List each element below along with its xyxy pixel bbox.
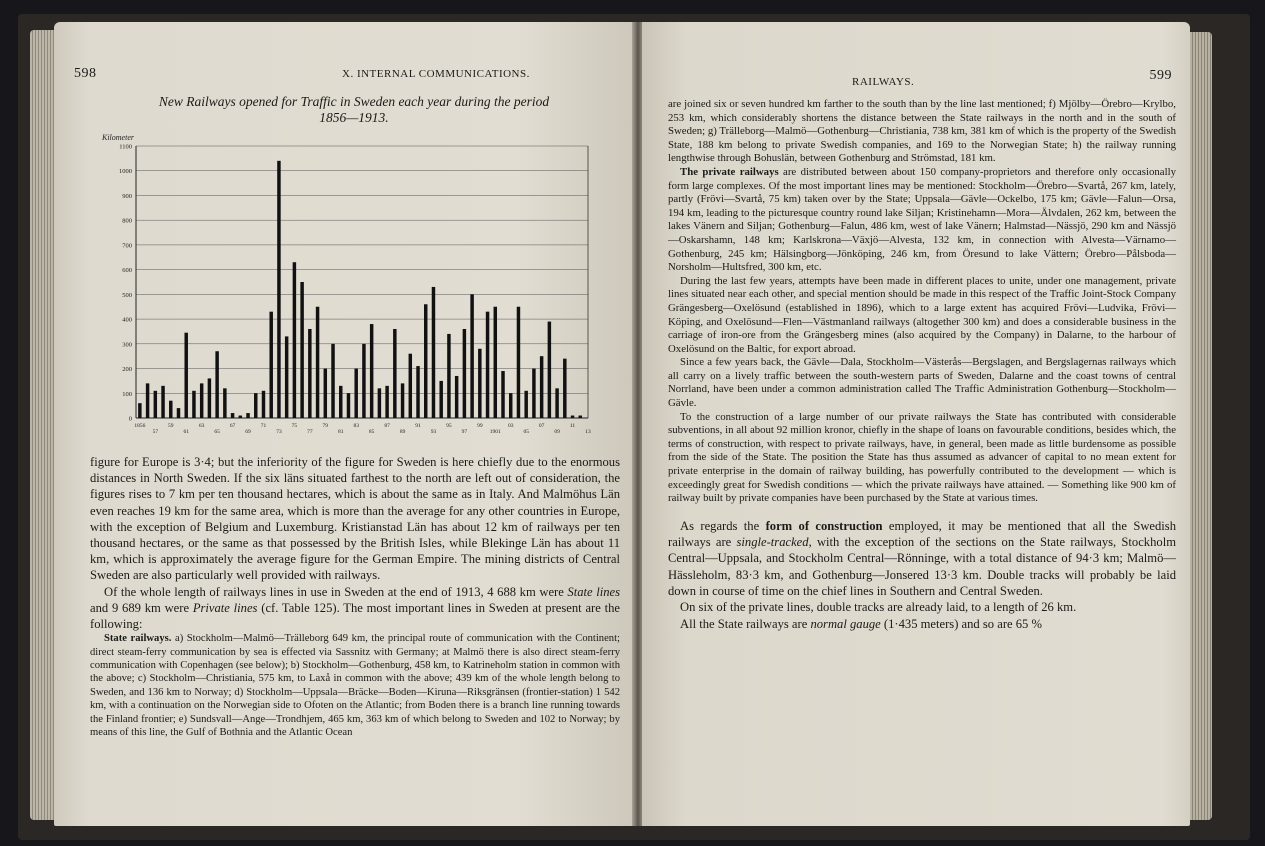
paragraph-continued: figure for Europe is 3·4; but the inferiority of the figure for Sweden is here chiefly due to the enormous distances in North Sweden. If the six läns situated farthest to the north are left out of consideration, the figures rises to 7 km per ten thousand hectares, which is about the same as in Italy. And Malmöhus Län even reaches 19 km for the same area, which is more than the average for any other countries in Europe, with the exception of Belgium and Luxemburg. Kristianstad Län has about 12 km of railways per ten thousand hectares, or the same as that possessed by the British Isles, while Blekinge Län has about 11 km, which is approximately the average figure for the German Empire. The mining districts of Central Sweden are also particularly well provided with railways.: [90, 455, 620, 583]
bar-1909: [548, 322, 551, 418]
bar-1866: [215, 351, 218, 418]
bar-1867: [223, 388, 226, 418]
bar-1903: [501, 371, 504, 418]
private-railways-heading: The private railways: [680, 165, 779, 178]
bar-1878: [308, 329, 311, 418]
bar-1913: [579, 416, 582, 418]
x-tick-label: 09: [554, 429, 560, 435]
text-run: , with the exception of the sections on the State railways, Stockholm Central—Uppsala, and Stockholm Central—Rönninge, with a total distance of 94·3 km; Malmö—Hässleholm, 83·3 km, and Gothenburg—Jonsered 13·3 km. Double tracks will probably be laid down in course of time on the chief lines in Southern and Central Sweden.: [668, 535, 1176, 598]
bar-1893: [424, 304, 427, 418]
y-tick-label: 400: [122, 316, 132, 324]
x-tick-label: 85: [368, 429, 375, 435]
text-run: Of the whole length of railways lines in use in Sweden at the end of 1913, 4 688 km were: [104, 584, 568, 599]
bar-1856: [138, 403, 141, 418]
bar-1873: [269, 312, 272, 418]
bar-1880: [324, 369, 327, 418]
bar-1887: [378, 388, 381, 418]
x-tick-label: 69: [245, 429, 251, 435]
bar-1869: [239, 416, 242, 418]
paragraph-construction: [668, 518, 1176, 599]
x-tick-label: 97: [461, 429, 468, 435]
state-railways-text: a) Stockholm—Malmö—Trälleborg 649 km, the principal route of communication with the Continent; direct steam-ferry communication by sea is effected via Sassnitz with Germany; at Malmö there is also direct steam-ferry communication with Copenhagen (see below); b) Stockholm—Gothenburg, 458 km, to Katrineholm station in common with the above; c) Stockholm—Christiania, 575 km, to Laxå in common with the above; 439 km of the whole length belong to Sweden, and 136 km to Norway; d) Stockholm—Uppsala—Bräcke—Boden—Kiruna—Riksgränsen (frontier-station) 1 542 km, with a continuation on the Norwegian side to Ofoten on the Atlantic; from Boden there is a branch line running towards the Finland frontier; e) Sundsvall—Ange—Trondhjem, 465 km, 363 km of which belong to Sweden and 102 to Norway; by means of this line, the Gulf of Bothnia and the Atlantic Ocean: [90, 633, 620, 739]
single-tracked-emphasis: single-tracked: [736, 535, 809, 550]
y-tick-label: 200: [122, 366, 132, 374]
state-railways-heading: State railways.: [104, 633, 172, 645]
x-tick-label: 91: [415, 423, 421, 429]
bar-1910: [555, 388, 558, 418]
bar-1882: [339, 386, 342, 418]
private-railways-text: are distributed between about 150 company-proprietors and therefore only occasionally form large complexes. Of the most important lines may be mentioned: Stockholm—Örebro—Svartå, 267 km, lately, partly (Frövi—Svartå, 75 km) taken over by the State; Uppsala—Gävle—Ockelbo, 175 km; Gävle—Falun—Orsa, 194 km, leading to the picturesque country round lake Siljan; Kristinehamn—Mora—Älvdalen, 262 km, between the lakes Vänern and Siljan; Gothenburg—Falun, 486 km, west of lake Vänern; Halmstad—Nässjö, 290 km and Nässjö—Oskarshamn, 148 km; Karlskrona—Växjö—Alvesta, 132 km, in connection with Alvesta—Värnamo—Gothenburg, 245 km; Hälsingborg—Jönköping, 246 km, from Öresund to lake Vättern; Örebro—Pålsboda—Norsholm—Hultsfred, 300 km, etc.: [668, 165, 1176, 274]
bar-1861: [177, 408, 180, 418]
bar-1858: [154, 391, 157, 418]
x-tick-label: 71: [260, 423, 267, 429]
page-number-left: 598: [74, 66, 97, 81]
bar-1857: [146, 383, 149, 418]
bar-1911: [563, 359, 566, 418]
bar-1898: [463, 329, 466, 418]
bar-1896: [447, 334, 450, 418]
y-tick-label: 600: [122, 267, 132, 275]
x-tick-label: 83: [353, 423, 359, 429]
x-tick-label: 61: [183, 429, 189, 435]
bar-1890: [401, 383, 404, 418]
bar-1892: [416, 366, 419, 418]
paragraph-double-tracks: On six of the private lines, double tracks are already laid, to a length of 26 km.: [680, 600, 1077, 615]
bar-1876: [293, 262, 296, 418]
paragraph-private-railways: [668, 166, 1176, 275]
x-tick-label: 95: [446, 423, 452, 429]
form-of-construction-heading: form of construction: [765, 518, 883, 533]
bar-1902: [494, 307, 497, 418]
x-tick-label: 81: [338, 429, 344, 435]
right-page: [642, 22, 1190, 826]
page-number-right: 599: [1149, 68, 1172, 83]
paragraph-subventions: To the construction of a large number of our private railways the State has contributed with considerable subventions, in all about 92 million kronor, chiefly in the shape of loans on favourable conditions, besides which, the terms of construction, with respect to private railways, have, in general, been made as little burdensome as possible from the side of the State. The position the State has thus assumed as advancer of capital to no mean extent for private enterprise in the domain of railway building, has powerfully contributed to the development — which is exceedingly great for Swedish conditions — which the private railways have attained. — Something like 900 km of railway built by private companies have been purchased by the State at various times.: [668, 410, 1176, 505]
y-tick-label: 800: [122, 217, 132, 225]
right-page-edges: [1190, 32, 1212, 820]
bar-1884: [354, 369, 357, 418]
bar-1891: [409, 354, 412, 418]
bar-1881: [331, 344, 334, 418]
bar-1871: [254, 393, 257, 418]
bar-1863: [192, 391, 195, 418]
y-tick-label: 0: [128, 415, 132, 423]
bar-1888: [385, 386, 388, 418]
chart-title-line2: 1856—1913.: [319, 110, 389, 125]
private-lines-emphasis: Private lines: [192, 600, 258, 615]
running-head-left: X. INTERNAL COMMUNICATIONS.: [342, 68, 530, 80]
bar-1862: [184, 333, 187, 418]
x-tick-label: 03: [507, 423, 514, 429]
bar-1912: [571, 416, 574, 418]
paragraph-gauge: [668, 616, 1176, 632]
bar-1907: [532, 369, 535, 418]
x-tick-label: 57: [152, 429, 159, 435]
x-tick-label: 77: [307, 429, 313, 435]
x-tick-label: 89: [399, 429, 406, 435]
bar-1900: [478, 349, 481, 418]
text-run: (1·435 meters) and so are 65 %: [880, 616, 1042, 631]
bar-1868: [231, 413, 234, 418]
bar-1879: [316, 307, 319, 418]
text-run: (cf. Table 125). The most important lines in Sweden at present are the following:: [90, 600, 620, 632]
text-run: and 9 689 km were: [90, 600, 193, 615]
chart-title: [94, 94, 614, 126]
left-body-text: [90, 454, 620, 739]
railway-bar-chart: [102, 132, 602, 444]
bar-1895: [439, 381, 442, 418]
x-tick-label: 73: [276, 429, 282, 435]
left-page: [54, 22, 634, 826]
x-tick-label: 65: [214, 429, 220, 435]
y-tick-label: 500: [122, 291, 132, 299]
bar-1870: [246, 413, 249, 418]
bar-1865: [208, 378, 211, 418]
paragraph-state-continued: are joined six or seven hundred km farther to the south than by the line last mentioned; f) Mjölby—Örebro—Krylbo, 253 km, which considerably shortens the distance between the State railways in the north and in the south of Sweden; g) Trälleborg—Malmö—Gothenburg—Christiania, 738 km, 381 km of which is the property of the Swedish State, 188 km belong to private Swedish companies, and 169 to the Norwegian State; h) the railway running lengthwise through Bohuslän, between Gothenburg and Strömstad, 181 km.: [668, 98, 1176, 165]
bar-1904: [509, 393, 512, 418]
x-tick-label: 07: [538, 423, 545, 429]
left-page-edges: [30, 30, 56, 820]
normal-gauge-emphasis: normal gauge: [810, 616, 881, 631]
text-run: All the State railways are: [680, 616, 811, 631]
bar-1885: [362, 344, 365, 418]
y-axis-label: Kilometer: [102, 133, 134, 142]
y-tick-label: 900: [122, 192, 132, 200]
x-tick-label: 75: [291, 423, 298, 429]
y-tick-label: 100: [122, 390, 132, 398]
y-tick-label: 700: [122, 242, 132, 250]
x-tick-label: 79: [322, 423, 329, 429]
x-tick-label: 63: [198, 423, 205, 429]
bar-1883: [347, 393, 350, 418]
bar-1901: [486, 312, 489, 418]
y-tick-label: 300: [122, 341, 132, 349]
state-lines-emphasis: State lines: [567, 584, 620, 599]
bar-1908: [540, 356, 543, 418]
paragraph-administration: Since a few years back, the Gävle—Dala, Stockholm—Västerås—Bergslagen, and Bergslagernas railways which all carry on a lively traffic between the south-western parts of Sweden, Dalarne and the coast towns of central Norrland, have been under a common administration called The Traffic Administration Gothenburg—Stockholm—Gävle.: [668, 356, 1176, 410]
chart-title-line1: New Railways opened for Traffic in Sweden each year during the period: [158, 94, 550, 109]
y-tick-label: 1100: [119, 143, 132, 151]
bar-1859: [161, 386, 164, 418]
bar-1894: [432, 287, 435, 418]
x-tick-label: 93: [430, 429, 437, 435]
bar-1886: [370, 324, 373, 418]
bar-1874: [277, 161, 280, 418]
bar-1906: [524, 391, 527, 418]
bar-1860: [169, 401, 172, 418]
running-head-right: RAILWAYS.: [852, 76, 915, 88]
bar-1875: [285, 336, 288, 418]
x-tick-label: 67: [229, 423, 236, 429]
x-tick-label: 05: [523, 429, 529, 435]
x-tick-label: 59: [168, 423, 174, 429]
bar-1897: [455, 376, 458, 418]
paragraph-railway-lengths: [90, 584, 620, 633]
bar-1872: [262, 391, 265, 418]
x-tick-label: 87: [384, 423, 390, 429]
x-tick-label: 1901: [489, 429, 501, 435]
text-run: employed, it may be mentioned that all the Swedish railways are: [668, 518, 1177, 550]
bar-1864: [200, 383, 203, 418]
bar-1899: [470, 294, 473, 418]
paragraph-state-railways: [90, 632, 620, 739]
bar-1889: [393, 329, 396, 418]
x-tick-label: 99: [477, 423, 483, 429]
paragraph-management: During the last few years, attempts have been made in different places to unite, under one management, private lines situated near each other, and special mention should be made in this respect of the Traffic Joint-Stock Company Grängesberg—Oxelösund (established in 1896), which to a large extent has acquired Frövi—Ludvika, Frövi—Köping, and Oxelösund—Flen—Västmanland railways (altogether 300 km) and does a considerable business in the carriage of iron-ore from the Grängesberg mines (also acquired by the Company) in Dalarne, to the harbour of Oxelösund on the Baltic, for export abroad.: [668, 274, 1176, 355]
bar-1877: [300, 282, 303, 418]
text-run: As regards the: [680, 518, 766, 533]
right-body-text: [668, 98, 1176, 632]
y-tick-label: 1000: [119, 168, 132, 176]
x-tick-label: 13: [585, 429, 591, 435]
x-tick-label: 11: [569, 423, 576, 429]
x-tick-label: 1856: [134, 423, 146, 429]
bar-1905: [517, 307, 520, 418]
